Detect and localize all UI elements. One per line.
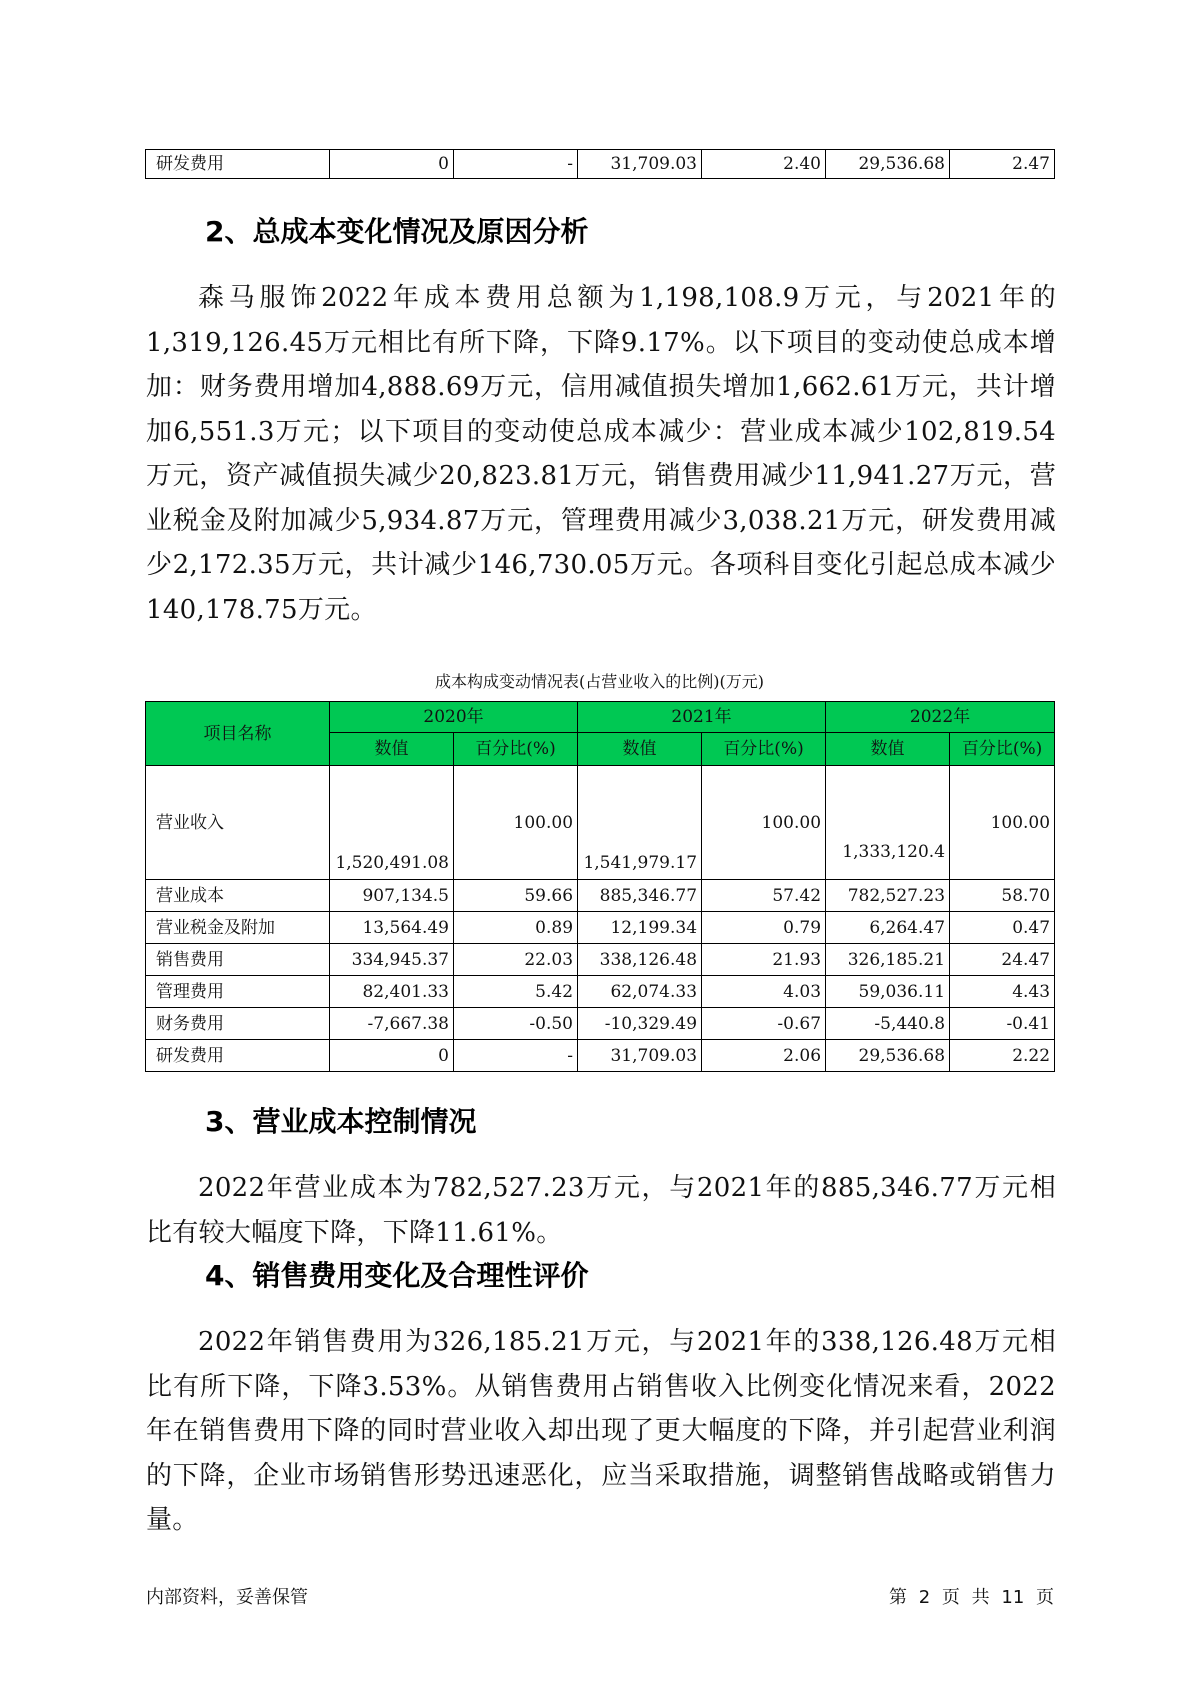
value-cell: 31,709.03	[578, 1040, 702, 1072]
percent-cell: -	[454, 150, 578, 179]
value-cell: 6,264.47	[826, 912, 950, 944]
value-cell: 62,074.33	[578, 976, 702, 1008]
section-4-paragraph: 2022年销售费用为326,185.21万元，与2021年的338,126.48万元相比有所下降，下降3.53%。从销售费用占销售收入比例变化情况来看，2022年在销售费用下降的同时营业收入却出现了更大幅度的下降，并引起营业利润的下降，企业市场销售形势迅速恶化，应当采取措施，调整销售战略或销售力量。	[146, 1327, 1056, 1535]
header-year: 2022年	[826, 702, 1055, 733]
percent-cell: 2.06	[702, 1040, 826, 1072]
table-row	[146, 1040, 1055, 1072]
section-2-paragraph: 森马服饰2022年成本费用总额为1,198,108.9万元，与2021年的1,319,126.45万元相比有所下降，下降9.17%。以下项目的变动使总成本增加：财务费用增加4,888.69万元，信用减值损失增加1,662.61万元，共计增加6,551.3万元；以下项目的变动使总成本减少：营业成本减少102,819.54万元，资产减值损失减少20,823.81万元，销售费用减少11,941.27万元，营业税金及附加减少5,934.87万元，管理费用减少3,038.21万元，研发费用减少2,172.35万元，共计减少146,730.05万元。各项科目变化引起总成本减少140,178.75万元。	[146, 283, 1056, 625]
table-row	[146, 766, 1055, 880]
table-row	[146, 976, 1055, 1008]
percent-cell: 100.00	[702, 766, 826, 880]
section-3-heading: 3、营业成本控制情况	[205, 1105, 477, 1138]
percent-cell: 21.93	[702, 944, 826, 976]
value-cell: 13,564.49	[330, 912, 454, 944]
value-cell: 782,527.23	[826, 880, 950, 912]
value-cell: 59,036.11	[826, 976, 950, 1008]
percent-cell: 0.79	[702, 912, 826, 944]
row-label: 研发费用	[146, 1040, 330, 1072]
value-cell: -5,440.8	[826, 1008, 950, 1040]
percent-cell: 24.47	[950, 944, 1055, 976]
table-row	[146, 944, 1055, 976]
header-value: 数值	[578, 733, 702, 766]
value-cell: 334,945.37	[330, 944, 454, 976]
percent-cell: 4.43	[950, 976, 1055, 1008]
percent-cell: -0.67	[702, 1008, 826, 1040]
percent-cell: -0.50	[454, 1008, 578, 1040]
value-cell: -7,667.38	[330, 1008, 454, 1040]
value-cell: 1,333,120.4	[826, 766, 950, 880]
value-cell: 82,401.33	[330, 976, 454, 1008]
value-cell: 29,536.68	[826, 1040, 950, 1072]
section-2-heading: 2、总成本变化情况及原因分析	[205, 215, 589, 248]
header-year: 2021年	[578, 702, 826, 733]
row-label: 研发费用	[146, 150, 330, 179]
table-caption: 成本构成变动情况表(占营业收入的比例)(万元)	[435, 672, 764, 691]
row-label: 管理费用	[146, 976, 330, 1008]
percent-cell: 4.03	[702, 976, 826, 1008]
percent-cell: 2.47	[950, 150, 1055, 179]
header-percent: 百分比(%)	[950, 733, 1055, 766]
table-header-row	[146, 702, 1055, 733]
value-cell: 0	[330, 1040, 454, 1072]
top-table-fragment	[145, 149, 1055, 179]
row-label: 营业成本	[146, 880, 330, 912]
percent-cell: 100.00	[454, 766, 578, 880]
section-3-paragraph: 2022年营业成本为782,527.23万元，与2021年的885,346.77万元相比有较大幅度下降，下降11.61%。	[146, 1173, 1056, 1248]
percent-cell: 100.00	[950, 766, 1055, 880]
header-year: 2020年	[330, 702, 578, 733]
table-row	[146, 912, 1055, 944]
value-cell: 1,520,491.08	[330, 766, 454, 880]
row-label: 销售费用	[146, 944, 330, 976]
header-item-name: 项目名称	[146, 702, 330, 766]
value-cell: 0	[330, 150, 454, 179]
row-label: 财务费用	[146, 1008, 330, 1040]
value-cell: 31,709.03	[578, 150, 702, 179]
value-cell: 29,536.68	[826, 150, 950, 179]
footer-page-number: 第 2 页 共 11 页	[889, 1587, 1054, 1608]
value-cell: 12,199.34	[578, 912, 702, 944]
percent-cell: 0.89	[454, 912, 578, 944]
cost-structure-table	[145, 701, 1055, 1072]
percent-cell: 22.03	[454, 944, 578, 976]
percent-cell: 2.22	[950, 1040, 1055, 1072]
footer-confidential-note: 内部资料，妥善保管	[146, 1587, 308, 1608]
percent-cell: 58.70	[950, 880, 1055, 912]
percent-cell: 5.42	[454, 976, 578, 1008]
value-cell: -10,329.49	[578, 1008, 702, 1040]
section-4-heading: 4、销售费用变化及合理性评价	[205, 1259, 589, 1292]
value-cell: 326,185.21	[826, 944, 950, 976]
table-row	[146, 1008, 1055, 1040]
value-cell: 885,346.77	[578, 880, 702, 912]
percent-cell: -	[454, 1040, 578, 1072]
percent-cell: -0.41	[950, 1008, 1055, 1040]
value-cell: 1,541,979.17	[578, 766, 702, 880]
percent-cell: 57.42	[702, 880, 826, 912]
header-value: 数值	[330, 733, 454, 766]
value-cell: 338,126.48	[578, 944, 702, 976]
header-value: 数值	[826, 733, 950, 766]
percent-cell: 0.47	[950, 912, 1055, 944]
header-percent: 百分比(%)	[454, 733, 578, 766]
table-row	[146, 150, 1055, 179]
row-label: 营业收入	[146, 766, 330, 880]
percent-cell: 59.66	[454, 880, 578, 912]
percent-cell: 2.40	[702, 150, 826, 179]
table-row	[146, 880, 1055, 912]
row-label: 营业税金及附加	[146, 912, 330, 944]
value-cell: 907,134.5	[330, 880, 454, 912]
header-percent: 百分比(%)	[702, 733, 826, 766]
